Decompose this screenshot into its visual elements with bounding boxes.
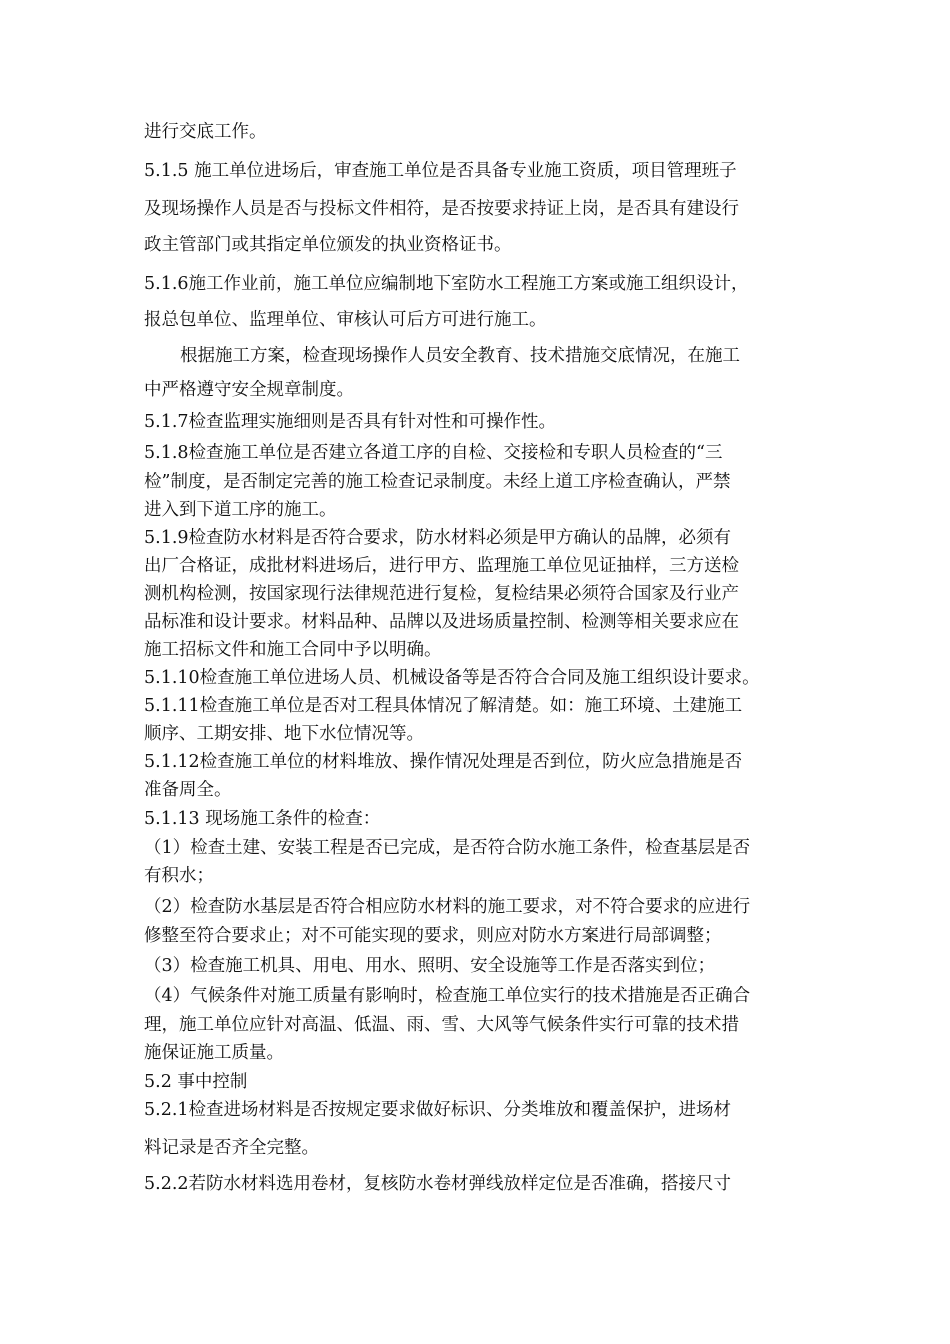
text-line: 中严格遵守安全规章制度。 xyxy=(144,380,354,400)
text-line: 5.1.7检查监理实施细则是否具有针对性和可操作性。 xyxy=(144,412,557,432)
text-line: 进入到下道工序的施工。 xyxy=(144,500,337,520)
text-line: 顺序、工期安排、地下水位情况等。 xyxy=(144,724,424,744)
text-line: （4）气候条件对施工质量有影响时，检查施工单位实行的技术措施是否正确合 xyxy=(144,986,751,1006)
text-line: 修整至符合要求止；对不可能实现的要求，则应对防水方案进行局部调整； xyxy=(144,926,722,946)
text-line: 检”制度，是否制定完善的施工检查记录制度。未经上道工序检查确认，严禁 xyxy=(144,472,731,492)
text-line: 5.1.5 施工单位进场后，审查施工单位是否具备专业施工资质，项目管理班子 xyxy=(144,161,737,181)
text-line: 根据施工方案，检查现场操作人员安全教育、技术措施交底情况，在施工 xyxy=(180,346,740,366)
text-line: 5.2.2若防水材料选用卷材，复核防水卷材弹线放样定位是否准确，搭接尺寸 xyxy=(144,1174,732,1194)
text-line: 测机构检测，按国家现行法律规范进行复检，复检结果必须符合国家及行业产 xyxy=(144,584,739,604)
text-line: （1）检查土建、安装工程是否已完成，是否符合防水施工条件，检查基层是否 xyxy=(144,838,751,858)
text-line: （3）检查施工机具、用电、用水、照明、安全设施等工作是否落实到位； xyxy=(144,956,716,976)
text-line: 5.1.9检查防水材料是否符合要求，防水材料必须是甲方确认的品牌，必须有 xyxy=(144,528,732,548)
text-line: 有积水； xyxy=(144,866,214,886)
text-line: 及现场操作人员是否与投标文件相符，是否按要求持证上岗，是否具有建设行 xyxy=(144,199,739,219)
text-line: 5.1.6施工作业前，施工单位应编制地下室防水工程施工方案或施工组织设计， xyxy=(144,274,749,294)
text-line: 品标准和设计要求。材料品种、品牌以及进场质量控制、检测等相关要求应在 xyxy=(144,612,739,632)
text-line: 5.1.8检查施工单位是否建立各道工序的自检、交接检和专职人员检查的“三 xyxy=(144,443,723,463)
text-line: 5.1.12检查施工单位的材料堆放、操作情况处理是否到位，防火应急措施是否 xyxy=(144,752,743,772)
text-line: 5.2 事中控制 xyxy=(144,1072,248,1092)
text-line: 5.1.10检查施工单位进场人员、机械设备等是否符合合同及施工组织设计要求。 xyxy=(144,668,760,688)
text-line: 5.2.1检查进场材料是否按规定要求做好标识、分类堆放和覆盖保护，进场材 xyxy=(144,1100,732,1120)
text-line: 报总包单位、监理单位、审核认可后方可进行施工。 xyxy=(144,310,547,330)
text-line: （2）检查防水基层是否符合相应防水材料的施工要求，对不符合要求的应进行 xyxy=(144,897,751,917)
text-line: 理，施工单位应针对高温、低温、雨、雪、大风等气候条件实行可靠的技术措 xyxy=(144,1015,739,1035)
text-line: 施工招标文件和施工合同中予以明确。 xyxy=(144,640,442,660)
text-line: 5.1.11检查施工单位是否对工程具体情况了解清楚。如：施工环境、土建施工 xyxy=(144,696,743,716)
text-line: 出厂合格证，成批材料进场后，进行甲方、监理施工单位见证抽样，三方送检 xyxy=(144,556,739,576)
text-line: 准备周全。 xyxy=(144,780,232,800)
text-line: 进行交底工作。 xyxy=(144,122,267,142)
text-line: 5.1.13 现场施工条件的检查： xyxy=(144,809,381,829)
text-line: 施保证施工质量。 xyxy=(144,1043,284,1063)
text-line: 料记录是否齐全完整。 xyxy=(144,1138,319,1158)
text-line: 政主管部门或其指定单位颁发的执业资格证书。 xyxy=(144,235,512,255)
